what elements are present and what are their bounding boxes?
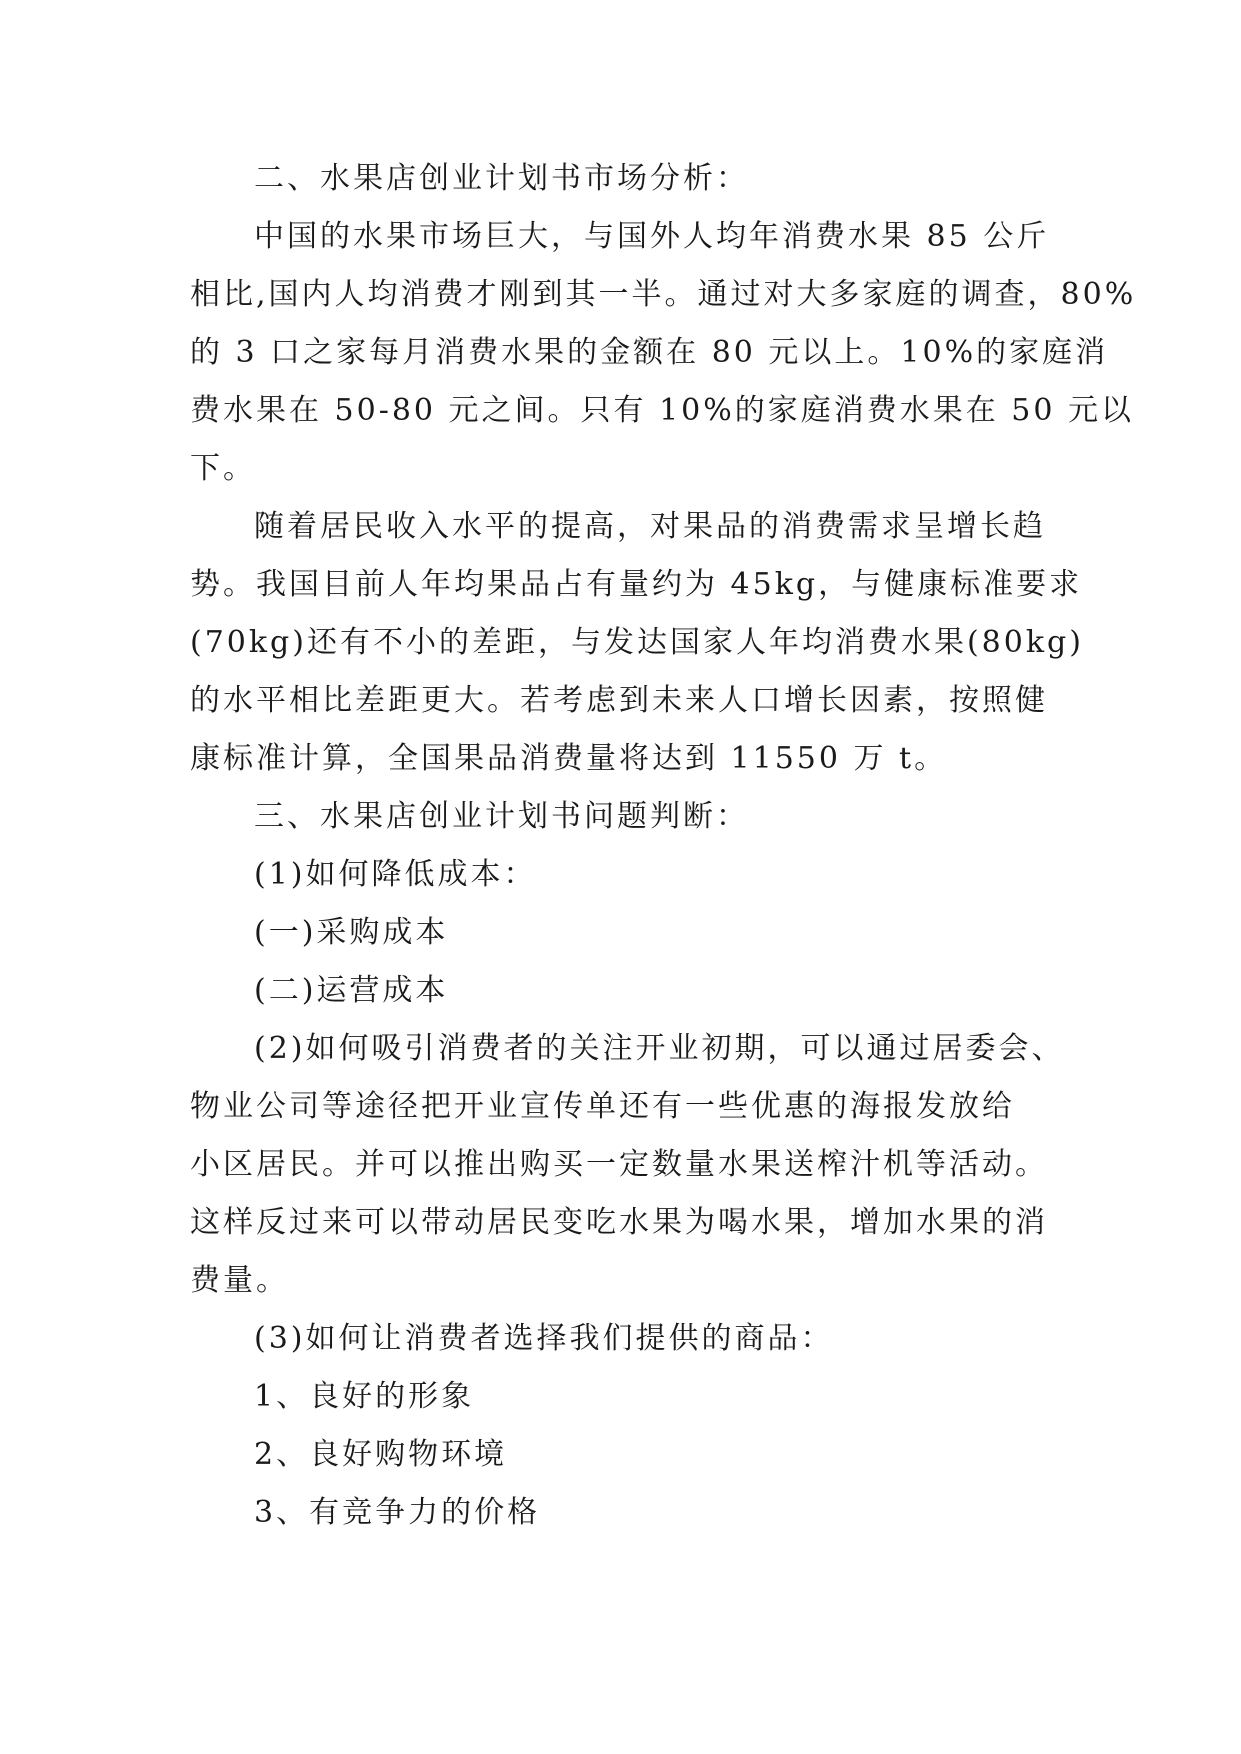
paragraph-line: 费水果在 50-80 元之间。只有 10%的家庭消费水果在 50 元以 [190,393,1135,428]
paragraph-line: 小区居民。并可以推出购买一定数量水果送榨汁机等活动。 [190,1147,1048,1182]
paragraph-line: 物业公司等途径把开业宣传单还有一些优惠的海报发放给 [190,1089,1015,1124]
paragraph-line: (2)如何吸引消费者的关注开业初期，可以通过居委会、 [254,1031,1065,1066]
paragraph-line: 随着居民收入水平的提高，对果品的消费需求呈增长趋 [254,509,1046,544]
list-item-reduce-cost: (1)如何降低成本： [254,857,537,892]
section-heading-problem-judgment: 三、水果店创业计划书问题判断： [254,799,749,834]
list-item-procurement-cost: (一)采购成本 [254,915,449,950]
list-item-choose-products: (3)如何让消费者选择我们提供的商品： [254,1321,834,1356]
paragraph-line: 康标准计算，全国果品消费量将达到 11550 万 t。 [190,741,948,776]
paragraph-line: 势。我国目前人年均果品占有量约为 45kg，与健康标准要求 [190,567,1083,602]
paragraph-line: 相比,国内人均消费才刚到其一半。通过对大多家庭的调查，80% [190,277,1137,312]
paragraph-line: 中国的水果市场巨大，与国外人均年消费水果 85 公斤 [254,219,1050,254]
paragraph-line: 这样反过来可以带动居民变吃水果为喝水果，增加水果的消 [190,1205,1048,1240]
paragraph-line: 下。 [190,451,256,486]
list-item-competitive-price: 3、有竞争力的价格 [254,1495,541,1530]
list-item-good-image: 1、良好的形象 [254,1379,475,1414]
list-item-operating-cost: (二)运营成本 [254,973,449,1008]
document-page [190,150,1137,1542]
paragraph-line: 的 3 口之家每月消费水果的金额在 80 元以上。10%的家庭消 [190,335,1109,370]
paragraph-line: 的水平相比差距更大。若考虑到未来人口增长因素，按照健 [190,683,1048,718]
section-heading-market-analysis: 二、水果店创业计划书市场分析： [254,161,749,196]
paragraph-line: 费量。 [190,1263,289,1298]
list-item-shopping-environment: 2、良好购物环境 [254,1437,508,1472]
paragraph-line: (70kg)还有不小的差距，与发达国家人年均消费水果(80kg) [190,625,1084,660]
